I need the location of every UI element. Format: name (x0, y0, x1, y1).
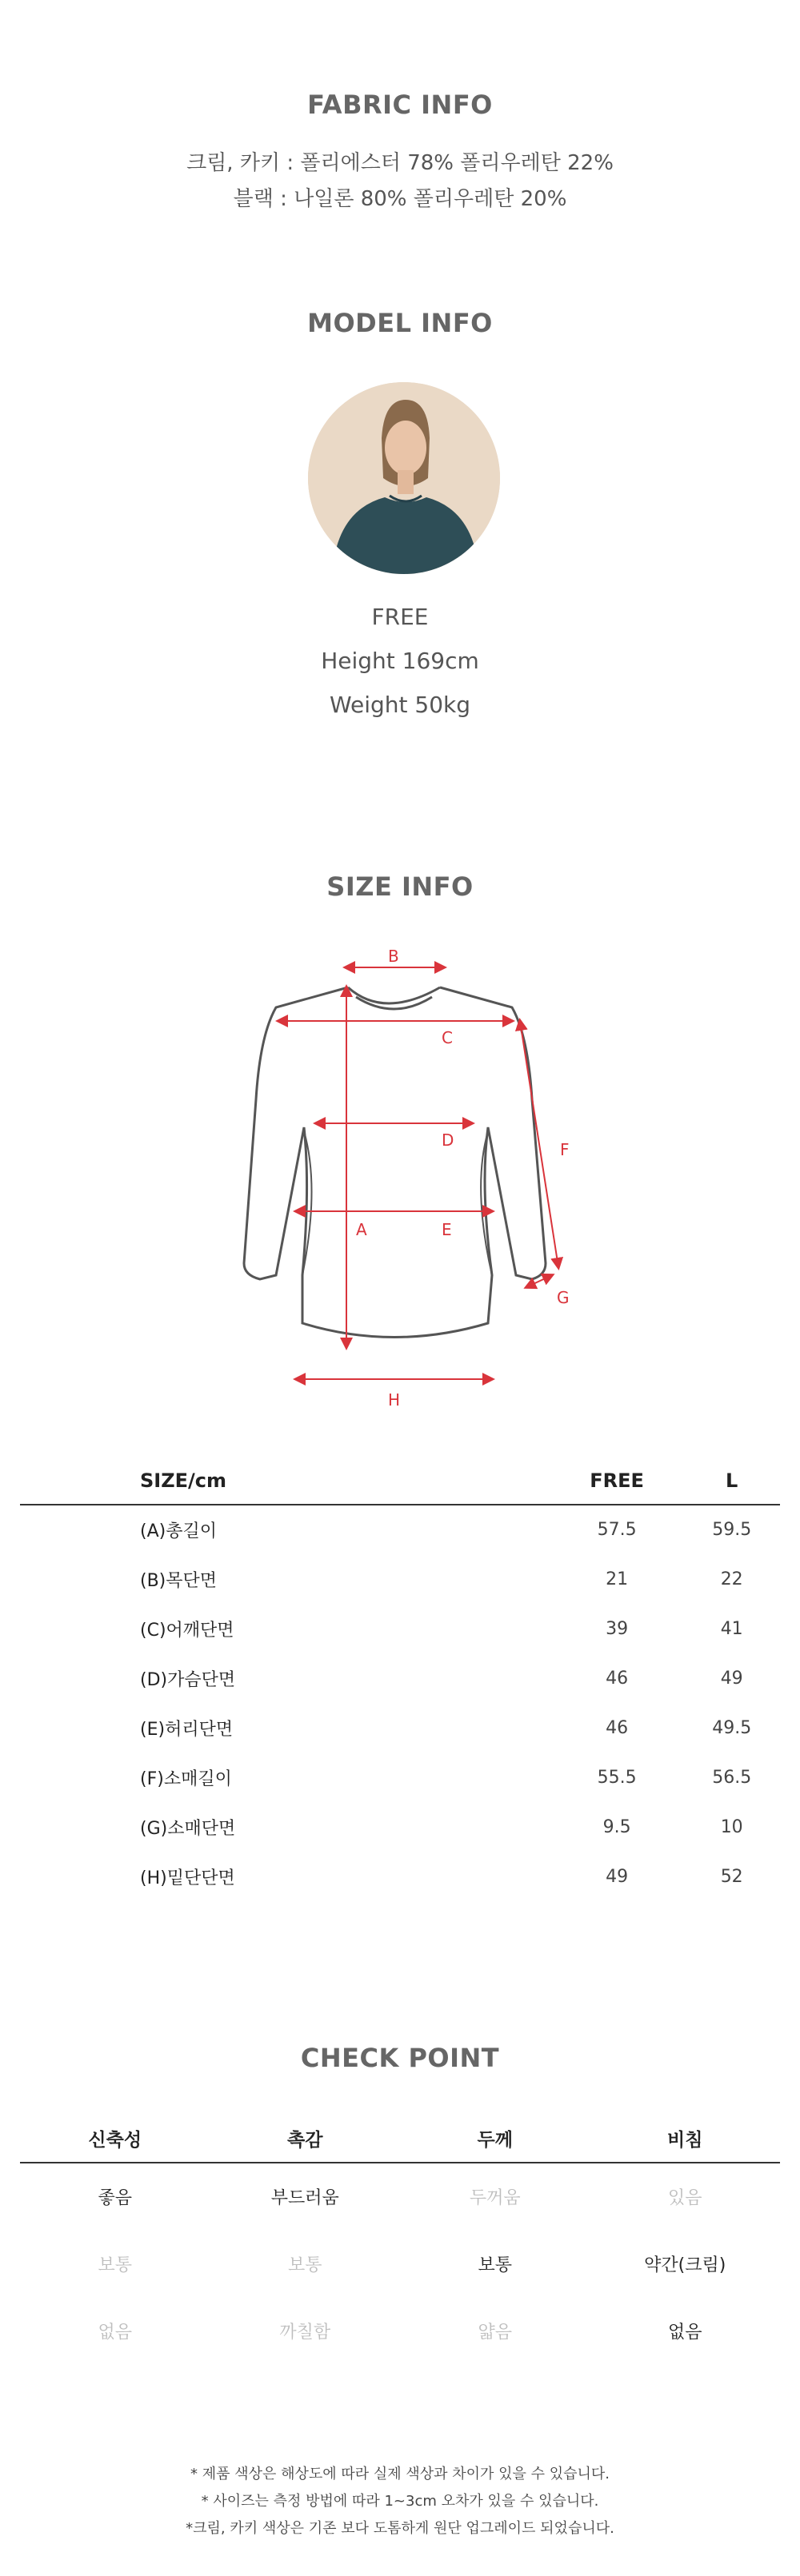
row-free: 39 (606, 1618, 629, 1639)
row-label: (E)허리단면 (140, 1719, 234, 1740)
check-table-body (20, 2163, 780, 2364)
measure-f-line (520, 1021, 558, 1267)
row-label: (B)목단면 (140, 1570, 218, 1591)
table-row (20, 1554, 780, 1604)
check-row (20, 2163, 780, 2230)
check-cell: 보통 (98, 2255, 132, 2275)
check-cell: 없음 (98, 2322, 132, 2343)
size-header-label: SIZE/cm (20, 1457, 550, 1505)
model-height: Height 169cm (321, 648, 479, 674)
check-cell: 좋음 (98, 2188, 132, 2208)
table-row (20, 1604, 780, 1653)
row-label: (D)가슴단면 (140, 1669, 236, 1690)
label-a: A (356, 1220, 367, 1239)
row-l: 10 (720, 1816, 743, 1837)
row-l: 49 (720, 1668, 743, 1689)
check-cell: 두꺼움 (469, 2188, 521, 2208)
check-header-sheer: 비침 (590, 2115, 781, 2163)
check-row (20, 2230, 780, 2297)
label-c: C (442, 1028, 453, 1047)
size-table (20, 1457, 780, 1901)
check-cell: 얇음 (478, 2322, 512, 2343)
row-free: 46 (606, 1717, 629, 1738)
note-3: *크림, 카키 색상은 기존 보다 도톰하게 원단 업그레이드 되었습니다. (186, 2520, 614, 2537)
row-label: (C)어깨단면 (140, 1620, 234, 1641)
row-free: 46 (606, 1668, 629, 1689)
row-l: 59.5 (712, 1520, 752, 1540)
check-row (20, 2297, 780, 2364)
check-header-touch: 촉감 (210, 2115, 401, 2163)
model-photo (308, 382, 500, 574)
label-h: H (388, 1390, 401, 1410)
note-1: * 제품 색상은 해상도에 따라 실제 색상과 차이가 있을 수 있습니다. (190, 2466, 610, 2482)
label-f: F (560, 1140, 570, 1159)
row-free: 57.5 (597, 1520, 637, 1540)
row-free: 49 (606, 1866, 629, 1887)
row-label: (G)소매단면 (140, 1818, 236, 1839)
label-e: E (442, 1220, 452, 1239)
size-header-l: L (683, 1457, 780, 1505)
model-weight: Weight 50kg (329, 692, 471, 718)
label-b: B (388, 947, 399, 966)
check-cell: 보통 (287, 2255, 322, 2275)
row-l: 49.5 (712, 1717, 752, 1738)
row-free: 21 (606, 1569, 629, 1589)
garment-size-diagram (216, 947, 584, 1415)
size-table-header (20, 1457, 780, 1505)
fabric-info-title: FABRIC INFO (307, 90, 493, 120)
size-info-title: SIZE INFO (326, 871, 474, 902)
row-free: 55.5 (597, 1767, 637, 1788)
check-table-header (20, 2115, 780, 2163)
row-l: 52 (720, 1866, 743, 1887)
table-row (20, 1802, 780, 1852)
check-header-stretch: 신축성 (20, 2115, 210, 2163)
note-2: * 사이즈는 측정 방법에 따라 1~3cm 오차가 있을 수 있습니다. (201, 2493, 599, 2510)
table-row (20, 1505, 780, 1554)
row-label: (F)소매길이 (140, 1769, 232, 1789)
row-l: 22 (720, 1569, 743, 1589)
check-cell: 없음 (667, 2322, 702, 2343)
check-cell: 까칠함 (279, 2322, 331, 2343)
row-l: 56.5 (712, 1767, 752, 1788)
check-cell: 보통 (478, 2255, 512, 2275)
check-header-thickness: 두께 (400, 2115, 590, 2163)
check-cell: 있음 (667, 2188, 702, 2208)
label-g: G (557, 1288, 570, 1307)
check-cell: 약간(크림) (644, 2255, 726, 2275)
row-free: 9.5 (602, 1816, 631, 1837)
row-l: 41 (720, 1618, 743, 1639)
model-size: FREE (371, 604, 429, 630)
fabric-line-2: 블랙 : 나일론 80% 폴리우레탄 20% (233, 187, 567, 211)
size-header-free: FREE (550, 1457, 684, 1505)
fabric-line-1: 크림, 카키 : 폴리에스터 78% 폴리우레탄 22% (186, 151, 614, 175)
check-cell: 부드러움 (270, 2188, 339, 2208)
check-point-table (20, 2115, 780, 2364)
row-label: (H)밑단단면 (140, 1868, 235, 1888)
table-row (20, 1703, 780, 1753)
row-label: (A)총길이 (140, 1521, 217, 1541)
check-point-title: CHECK POINT (300, 2043, 500, 2073)
table-row (20, 1753, 780, 1802)
table-row (20, 1852, 780, 1901)
table-row (20, 1653, 780, 1703)
label-d: D (442, 1130, 454, 1150)
model-info-title: MODEL INFO (307, 308, 493, 338)
